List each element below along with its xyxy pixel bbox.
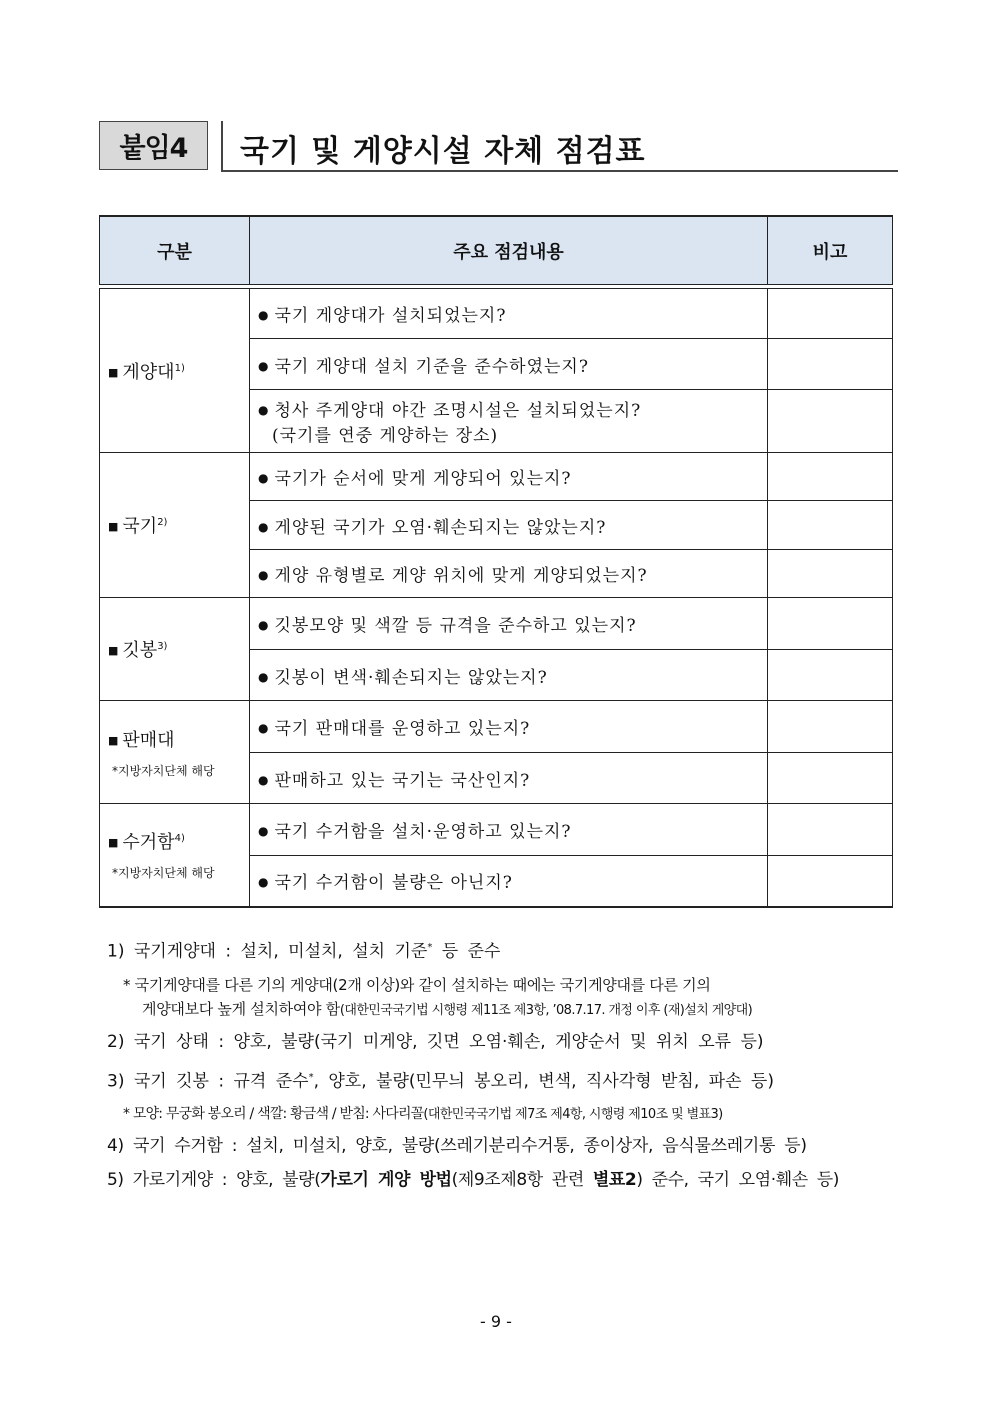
check-item: ● 깃봉이 변색·훼손되지는 않았는지?	[250, 650, 768, 701]
attachment-badge: 붙임4	[99, 121, 208, 170]
footnote-ref: 3)	[157, 641, 168, 652]
table-row	[100, 804, 893, 856]
category-cell-flagpole-stand	[100, 289, 250, 453]
table-header-row	[100, 216, 893, 285]
category-label: 게양대	[122, 361, 175, 383]
remarks-cell	[768, 550, 893, 598]
category-cell-flag	[100, 453, 250, 598]
bullet-icon: ●	[258, 403, 270, 417]
col-header-content: 주요 점검내용	[250, 216, 768, 285]
footnote-1-detail-cont: 게양대보다 높게 설치하여야 함(대한민국국기법 시행령 제11조 제3항, ’08.7.17. 개정 이후 (재)설치 게양대)	[142, 999, 753, 1018]
category-note: *지방자치단체 해당	[112, 763, 215, 778]
table-row	[100, 701, 893, 753]
bullet-icon: ●	[258, 772, 270, 787]
page-number: - 9 -	[480, 1312, 512, 1331]
footnote-ref: 1)	[174, 362, 185, 374]
footnote-ref: 4)	[174, 833, 185, 845]
col-header-category: 구분	[100, 216, 250, 285]
footnote-3-detail: * 모양: 무궁화 봉오리 / 색깔: 황금색 / 받침: 사다리꼴(대한민국국기법 제7조 제4항, 시행령 제10조 및 별표3)	[123, 1106, 723, 1123]
remarks-cell	[768, 856, 893, 907]
remarks-cell	[768, 753, 893, 804]
category-cell-finial	[100, 598, 250, 701]
footnote-1-detail: * 국기게양대를 다른 기의 게양대(2개 이상)와 같이 설치하는 때에는 국기게양대를 다른 기의	[123, 975, 711, 994]
check-item: ● 국기 수거함이 불량은 아닌지?	[250, 856, 768, 907]
category-cell-sales-stand	[100, 701, 250, 804]
remarks-cell	[768, 650, 893, 701]
header-separator	[221, 121, 223, 170]
check-item: ● 판매하고 있는 국기는 국산인지?	[250, 753, 768, 804]
footnotes	[107, 935, 897, 1193]
footnote-1: 1) 국기게양대 : 설치, 미설치, 설치 기준* 등 준수	[107, 941, 501, 962]
remarks-cell	[768, 501, 893, 550]
bullet-icon: ●	[258, 721, 270, 735]
table-row	[100, 289, 893, 339]
remarks-cell	[768, 390, 893, 453]
category-cell-collection-box	[100, 804, 250, 907]
category-label: 깃봉	[122, 640, 158, 661]
check-item: ● 국기 수거함을 설치·운영하고 있는지?	[250, 804, 768, 856]
bullet-icon: ●	[258, 519, 270, 534]
footnote-3: 3) 국기 깃봉 : 규격 준수*, 양호, 불량(민무늬 봉오리, 변색, 직사각형 받침, 파손 등)	[107, 1071, 774, 1092]
remarks-cell	[768, 453, 893, 501]
bullet-icon: ●	[258, 618, 270, 632]
category-label: 판매대	[122, 729, 175, 751]
check-item: ● 게양 유형별로 게양 위치에 맞게 게양되었는지?	[250, 550, 768, 598]
checklist-table	[99, 215, 893, 908]
footnote-5: 5) 가로기게양 : 양호, 불량(가로기 게양 방법(제9조제8항 관련 별표2) 준수, 국기 오염·훼손 등)	[107, 1170, 840, 1191]
footnote-ref: 2)	[157, 517, 168, 528]
category-label: 국기	[122, 516, 158, 537]
check-item: ● 국기가 순서에 맞게 게양되어 있는지?	[250, 453, 768, 501]
table-row	[100, 598, 893, 650]
check-item: ● 깃봉모양 및 색깔 등 규격을 준수하고 있는지?	[250, 598, 768, 650]
bullet-icon: ●	[258, 568, 270, 582]
check-item: ● 국기 게양대 설치 기준을 준수하였는지?	[250, 339, 768, 390]
square-bullet-icon: ■	[108, 365, 119, 379]
remarks-cell	[768, 339, 893, 390]
bullet-icon: ●	[258, 669, 270, 684]
square-bullet-icon: ■	[108, 644, 119, 657]
check-item: ● 청사 주게양대 야간 조명시설은 설치되었는지? (국기를 연중 게양하는 장소)	[250, 390, 768, 453]
header-underline	[221, 170, 898, 172]
square-bullet-icon: ■	[108, 733, 119, 747]
check-item: ● 게양된 국기가 오염·훼손되지는 않았는지?	[250, 501, 768, 550]
footnote-4: 4) 국기 수거함 : 설치, 미설치, 양호, 불량(쓰레기분리수거통, 종이상자, 음식물쓰레기통 등)	[107, 1136, 807, 1157]
bullet-icon: ●	[258, 875, 270, 890]
col-header-remarks: 비고	[768, 216, 893, 285]
category-note: *지방자치단체 해당	[112, 866, 215, 881]
remarks-cell	[768, 804, 893, 856]
square-bullet-icon: ■	[108, 520, 119, 533]
bullet-icon: ●	[258, 471, 270, 485]
remarks-cell	[768, 701, 893, 753]
check-item: ● 국기 게양대가 설치되었는지?	[250, 289, 768, 339]
bullet-icon: ●	[258, 824, 270, 838]
category-label: 수거함	[122, 832, 175, 854]
footnote-2: 2) 국기 상태 : 양호, 불량(국기 미게양, 깃면 오염·훼손, 게양순서 및 위치 오류 등)	[107, 1031, 764, 1052]
bullet-icon: ●	[258, 308, 270, 322]
table-row	[100, 453, 893, 501]
check-item: ● 국기 판매대를 운영하고 있는지?	[250, 701, 768, 753]
bullet-icon: ●	[258, 358, 270, 373]
page-title: 국기 및 게양시설 자체 점검표	[240, 134, 646, 169]
remarks-cell	[768, 289, 893, 339]
remarks-cell	[768, 598, 893, 650]
square-bullet-icon: ■	[108, 836, 119, 850]
